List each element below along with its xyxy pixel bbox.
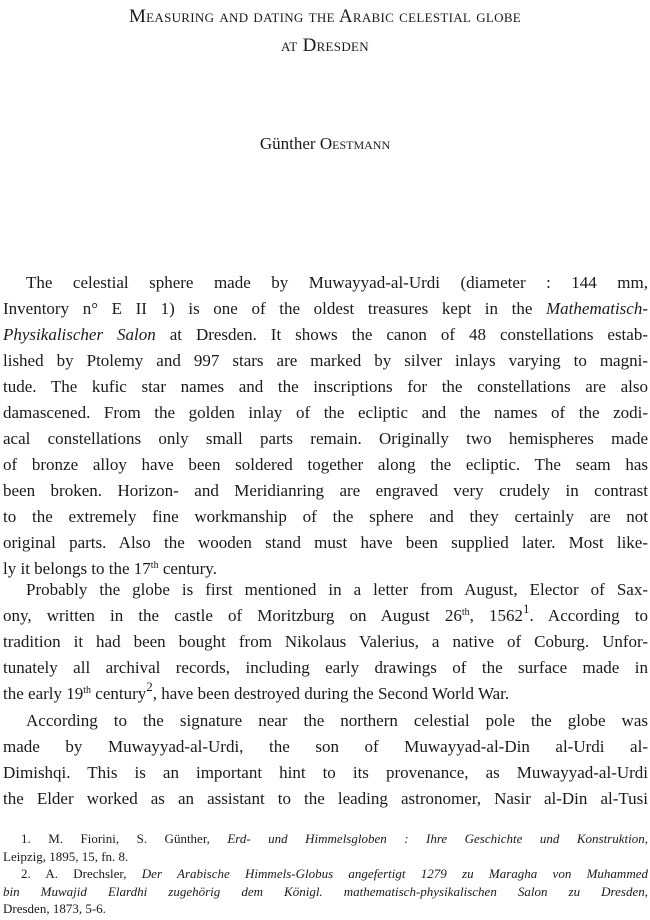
footnote-2 — [3, 865, 648, 883]
text-line — [3, 322, 648, 348]
text-line — [3, 296, 648, 322]
text-span: , have been destroyed during the Second World War. — [152, 684, 510, 703]
text-line: damascened. From the golden inlay of the ecliptic and the names of the zodi- — [3, 403, 648, 422]
text-line: acal constellations only small parts remain. Originally two hemispheres made — [3, 429, 648, 448]
text-line: Probably the globe is first mentioned in a letter from August, Elector of Sax- — [26, 580, 648, 599]
text-span: . According to — [529, 606, 649, 625]
text-line: the Elder worked as an assistant to the leading astronomer, Nasir al-Din al-Tusi — [3, 789, 648, 808]
ordinal-suffix: th — [150, 560, 159, 571]
text-line: tradition it had been bought from Nikolaus Valerius, a native of Coburg. Unfor- — [3, 632, 648, 651]
footnotes — [3, 830, 648, 918]
ordinal-suffix: th — [461, 607, 470, 618]
text-line: of bronze alloy have been soldered together along the ecliptic. The seam has — [3, 455, 648, 474]
text-line: lished by Ptolemy and 997 stars are marked by silver inlays varying to magni- — [3, 351, 648, 370]
text-span: ony, written in the castle of Moritzburg on August 26 — [3, 606, 462, 625]
paragraph-2 — [3, 577, 648, 707]
text-line: Dimishqi. This is an important hint to its provenance, as Muwayyad-al-Urdi — [3, 763, 648, 782]
text-span: ly it belongs to the 17 — [3, 559, 151, 578]
text-line: been broken. Horizon- and Meridianring are engraved very crudely in contrast — [3, 481, 648, 500]
author-name — [0, 134, 650, 154]
footnote-ref-1[interactable]: 1 — [523, 601, 530, 616]
article-title-line-1: Measuring and dating the Arabic celestial globe — [128, 6, 522, 27]
author-first-name: Günther — [259, 134, 316, 153]
text-line — [3, 603, 648, 629]
article-title-line-2: at Dresden — [281, 35, 369, 56]
footnote-1 — [3, 830, 648, 848]
text-span: Inventory n° E II 1) is one of the oldest treasures kept in the — [3, 299, 547, 318]
ordinal-suffix: th — [83, 685, 92, 696]
footnote-2-end: Dresden, 1873, 5-6. — [3, 901, 106, 916]
footnote-text: , — [644, 883, 648, 899]
footnote-2-cont — [3, 883, 648, 901]
footnote-title: Erd- und Himmelsgloben : Ihre Geschichte und Konstruktion, — [227, 831, 648, 846]
text-line: made by Muwayyad-al-Urdi, the son of Muwayyad-al-Din al-Urdi al- — [3, 737, 648, 756]
footnote-ref-2[interactable]: 2 — [146, 679, 153, 694]
text-line: tunately all archival records, including early drawings of the surface made in — [3, 658, 648, 677]
salon-name-italic: Physikalischer Salon — [3, 325, 156, 344]
salon-name-italic: Mathematisch- — [546, 299, 648, 318]
footnote-text: 2. A. Drechsler, — [21, 866, 142, 881]
text-span: century. — [158, 559, 217, 578]
text-line: According to the signature near the northern celestial pole the globe was — [26, 711, 648, 730]
paragraph-3 — [3, 708, 648, 812]
text-span: , 1562 — [469, 606, 524, 625]
text-line: tude. The kufic star names and the inscriptions for the constellations are also — [3, 377, 648, 396]
author-last-name: Oestmann — [319, 134, 391, 153]
paragraph-1 — [3, 270, 648, 582]
text-span: century — [91, 684, 147, 703]
text-line — [3, 681, 648, 707]
text-line: original parts. Also the wooden stand must have been supplied later. Most like- — [3, 533, 648, 552]
footnote-1-cont: Leipzig, 1895, 15, fn. 8. — [3, 848, 129, 864]
footnote-title: bin Muwajid Elardhi zugehörig dem Königl. mathematisch-physikalischen Salon zu Dresden — [3, 883, 645, 899]
text-span: the early 19 — [3, 684, 84, 703]
text-span: at Dresden. It shows the canon of 48 constellations estab- — [155, 325, 648, 344]
text-line: The celestial sphere made by Muwayyad-al-Urdi (diameter : 144 mm, — [26, 273, 648, 292]
footnote-title: Der Arabische Himmels-Globus angefertigt 1279 zu Maragha von Muhammed — [141, 866, 648, 881]
text-line: to the extremely fine workmanship of the sphere and they certainly are not — [3, 507, 648, 526]
footnote-text: 1. M. Fiorini, S. Günther, — [21, 831, 228, 846]
